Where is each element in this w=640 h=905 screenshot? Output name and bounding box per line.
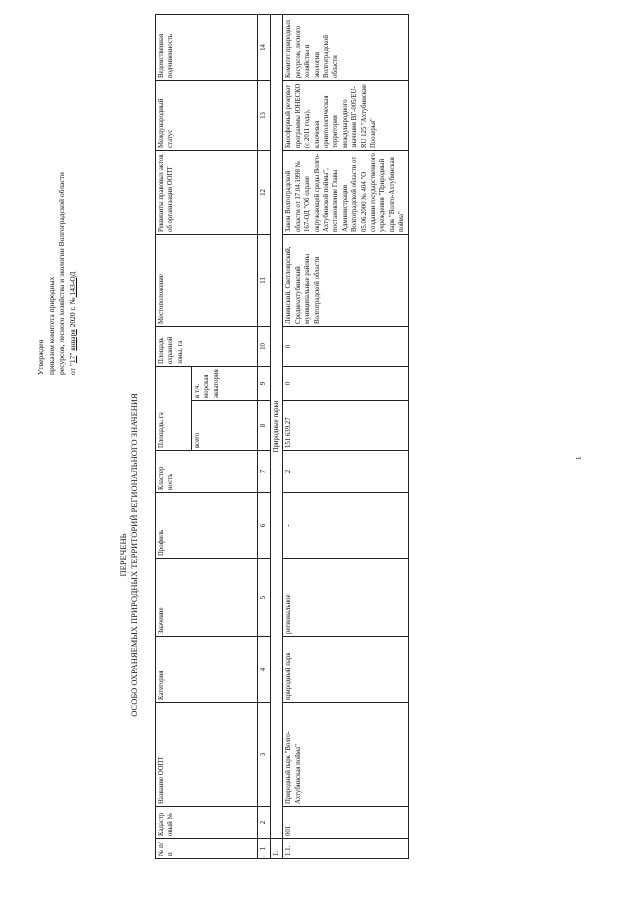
cell-dept: Комитет природных ресурсов, лесного хозяйства и экологии Волгоградской области [283, 15, 408, 81]
table-row [283, 15, 408, 859]
header-dept: Ведомственная подчиненность [156, 15, 258, 81]
approval-month: января [67, 329, 77, 351]
cell-legal: Закон Волгоградской области от 17.04.1998 № 167-ОД "Об охране окружающей среды Волго-Ахтубинской поймы", постановление Главы Администрации Волгоградской области от 05.06.2000 № 404 "О создании государственного учреждения "Природный парк "Волго-Ахтубинская пойма" [283, 151, 408, 235]
header-name: Название ООПТ [156, 703, 258, 807]
title-line: ПЕРЕЧЕНЬ [118, 533, 128, 577]
header-intl: Международный статус [156, 81, 258, 151]
cell-area-marine: 0 [283, 367, 408, 401]
cell-area-total: 151 639,27 [283, 401, 408, 451]
col-number: 6 [258, 493, 271, 559]
col-number: 1 [258, 839, 271, 859]
col-number: 11 [258, 235, 271, 327]
cell-buffer: 0 [283, 327, 408, 367]
cell-location: Ленинский, Светлоярский, Среднеахтубинский муниципальные районы Волгоградской области [283, 235, 408, 327]
document-title [118, 205, 140, 905]
header-area-marine: в т.ч. морская акватория [192, 367, 258, 401]
header-cadastral: Кадастр овый № [156, 807, 258, 839]
header-area-total: всего [192, 401, 258, 451]
column-numbers-row [258, 15, 271, 859]
cell-profile: - [283, 493, 408, 559]
approval-block [36, 172, 78, 375]
page-number: 1 [575, 456, 583, 460]
cell-cadastral: 001 [283, 807, 408, 839]
header-location: Местоположение [156, 235, 258, 327]
col-number: 5 [258, 559, 271, 637]
col-number: 4 [258, 637, 271, 703]
header-buffer: Площадь охранной зоны, га [156, 327, 258, 367]
col-number: 2 [258, 807, 271, 839]
col-number: 10 [258, 327, 271, 367]
header-profile: Профиль [156, 493, 258, 559]
approval-date-line: от "17" января 2020 г. № 143-ОД [67, 271, 77, 375]
col-number: 7 [258, 451, 271, 493]
approval-line: ресурсов, лесного хозяйства и экологии Волгоградской области [57, 172, 66, 375]
approval-line: Утвержден [36, 339, 45, 375]
section-label: Природные парки [271, 15, 283, 839]
header-area: Площадь, га [156, 367, 192, 451]
header-cluster: Кластер ность [156, 451, 258, 493]
col-number: 3 [258, 703, 271, 807]
header-legal: Реквизиты правовых актов об организации ООПТ [156, 151, 258, 235]
col-number: 13 [258, 81, 271, 151]
cell-num: 1.1. [283, 839, 408, 859]
header-num: № п/п [156, 839, 258, 859]
col-number: 8 [258, 401, 271, 451]
approval-number: 143-ОД [67, 271, 77, 298]
header-category: Категория [156, 637, 258, 703]
section-number: 1. [271, 839, 283, 859]
header-significance: Значение [156, 559, 258, 637]
title-line: ОСОБО ОХРАНЯЕМЫХ ПРИРОДНЫХ ТЕРРИТОРИЙ РЕГИОНАЛЬНОГО ЗНАЧЕНИЯ [129, 393, 139, 717]
cell-significance: региональное [283, 559, 408, 637]
col-number: 9 [258, 367, 271, 401]
col-number: 14 [258, 15, 271, 81]
approval-day: 17 [67, 355, 77, 364]
section-row [271, 15, 283, 859]
cell-name: Природный парк "Волго-Ахтубинская пойма" [283, 703, 408, 807]
col-number: 12 [258, 151, 271, 235]
cell-intl: Биосферный резерват программы ЮНЕСКО (с 2011 года), ключевая орнитологическая территория международного значения ВГ-005/ЕU-RU 125 "Ахтубинские Поозерья" [283, 81, 408, 151]
cell-category: природный парк [283, 637, 408, 703]
oopt-table [155, 14, 409, 859]
cell-cluster: 2 [283, 451, 408, 493]
approval-line: приказом комитета природных [46, 276, 56, 375]
